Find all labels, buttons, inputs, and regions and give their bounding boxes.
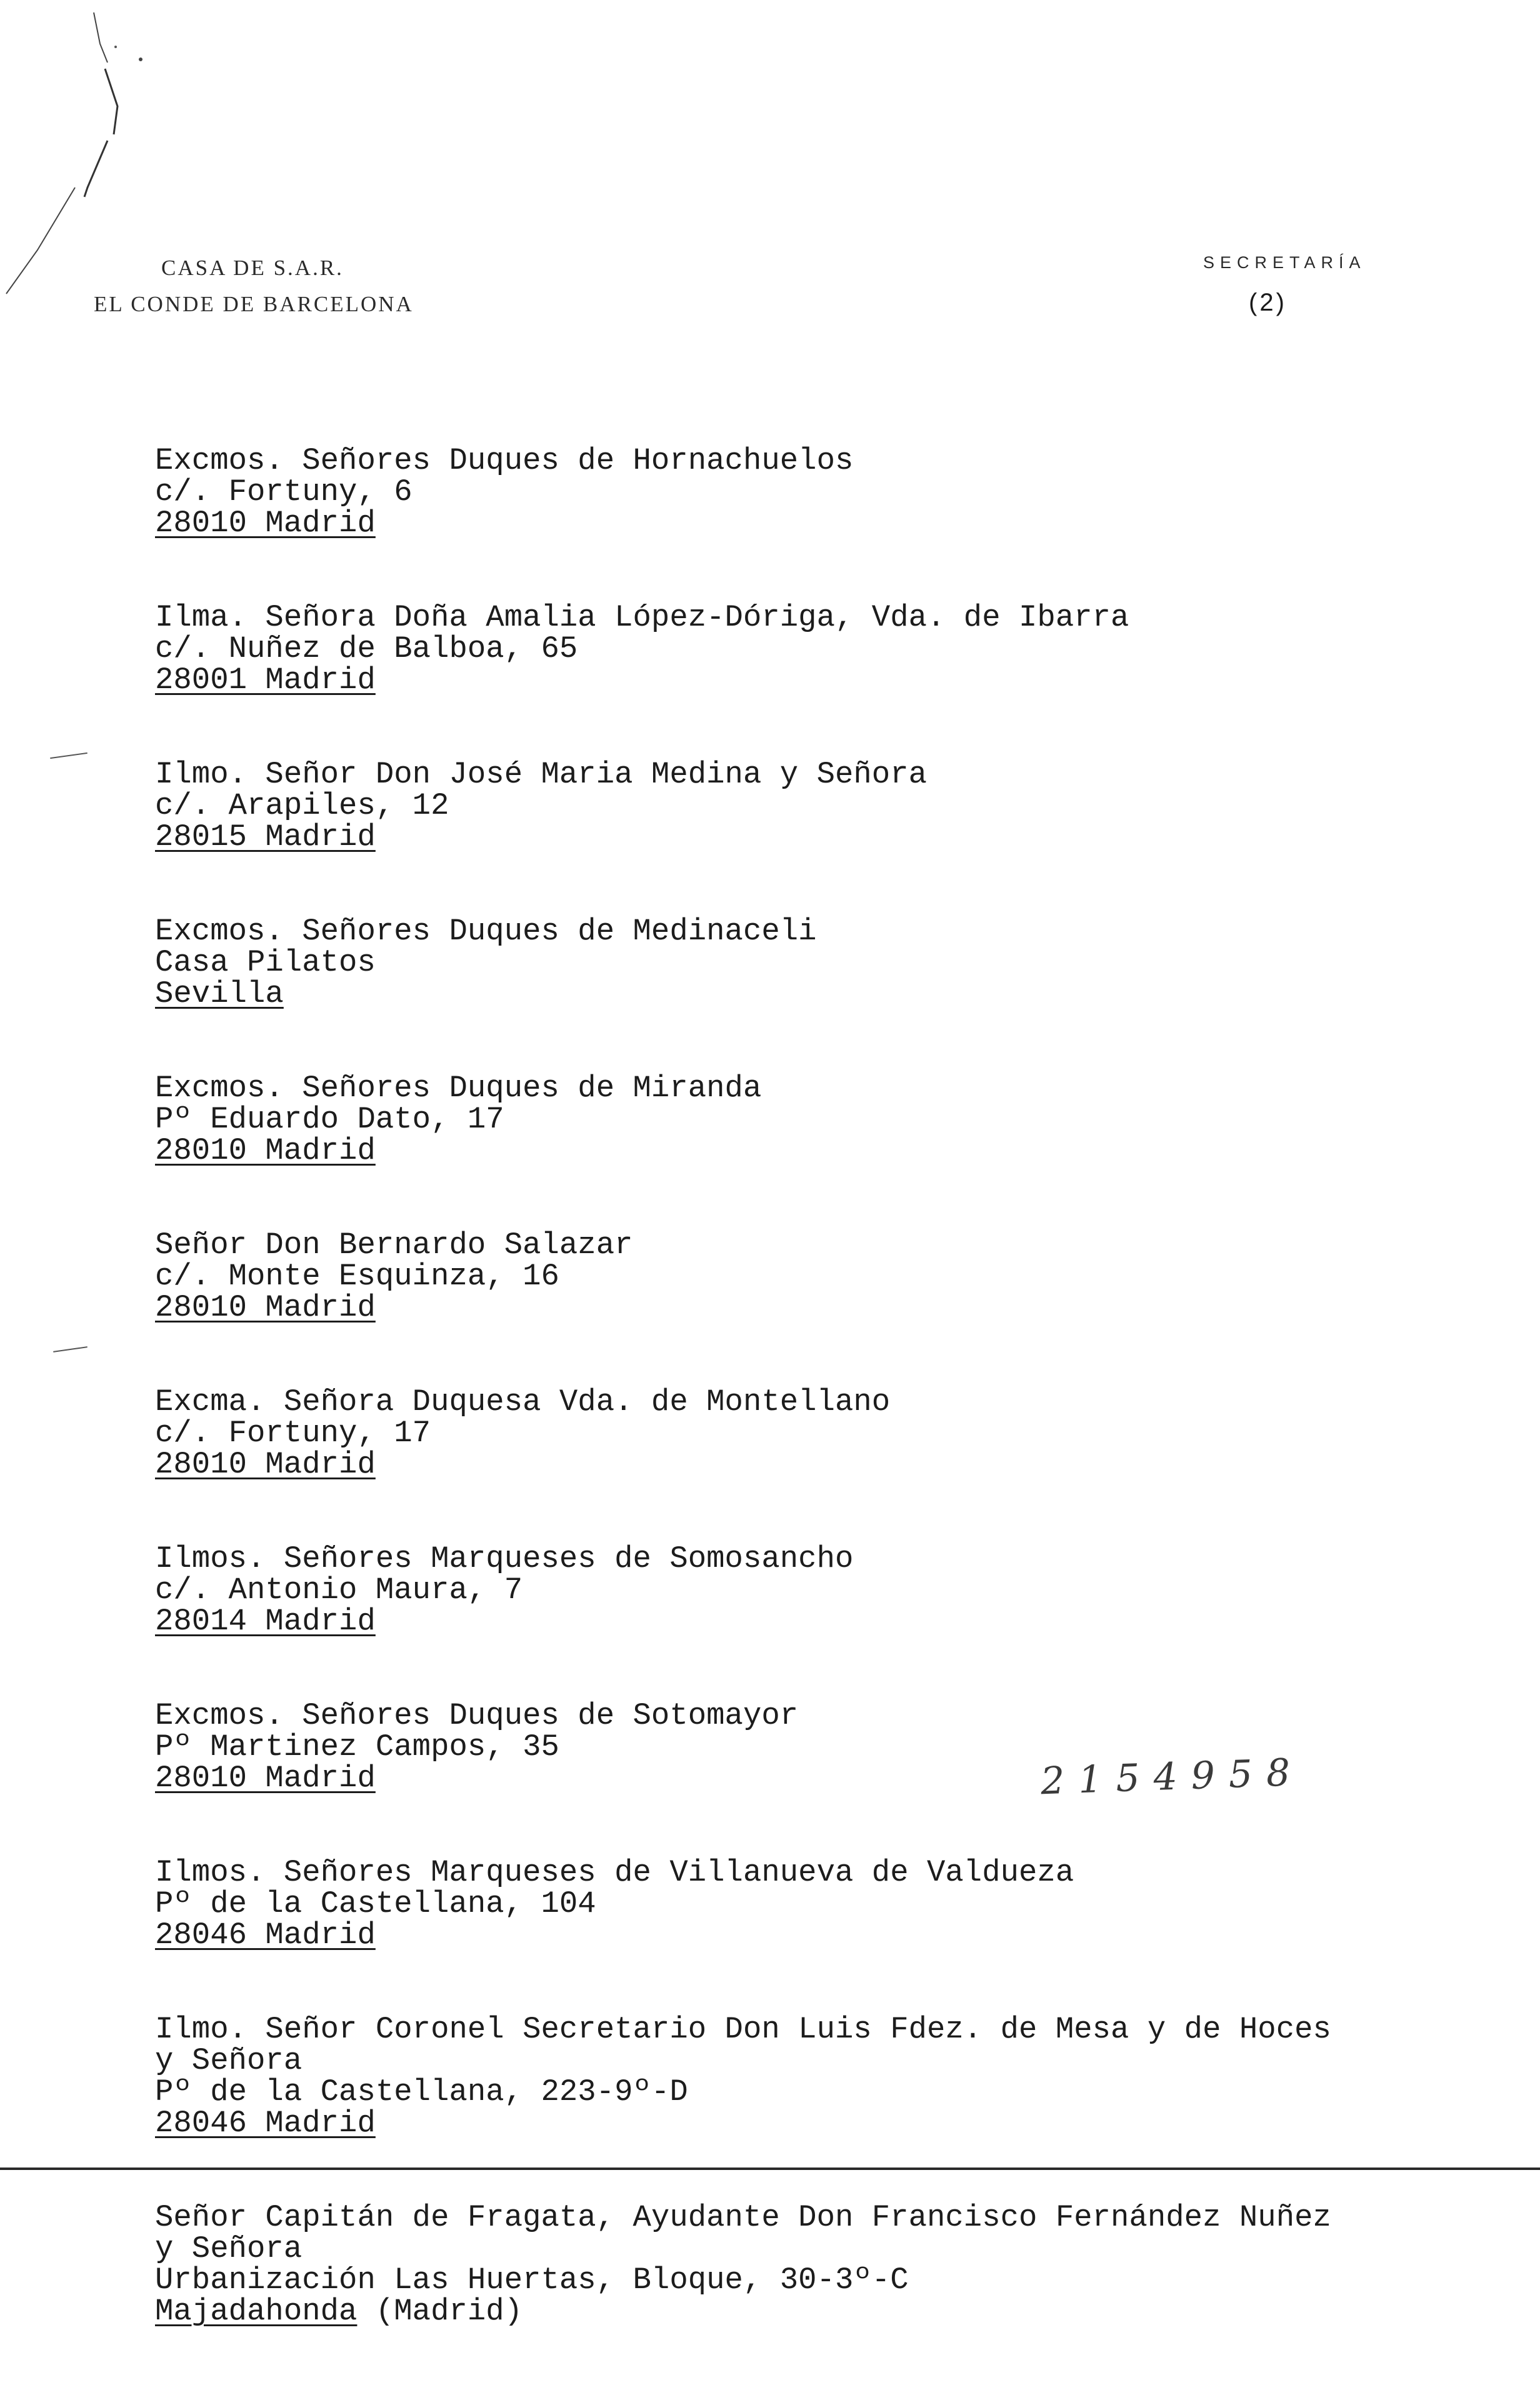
address-line: Ilma. Señora Doña Amalia López-Dóriga, Vda. de Ibarra — [155, 600, 1129, 635]
letterhead — [94, 250, 414, 322]
address-line: Casa Pilatos — [155, 945, 376, 980]
address-city-line — [155, 1919, 1405, 1951]
address-line: Ilmo. Señor Don José Maria Medina y Señora — [155, 757, 928, 792]
letterhead-line-1: CASA DE S.A.R. — [161, 256, 344, 280]
address-city: 28001 Madrid — [155, 662, 376, 698]
address-line: Urbanización Las Huertas, Bloque, 30-3º-C — [155, 2262, 909, 2298]
address-line: c/. Monte Esquinza, 16 — [155, 1259, 559, 1294]
address-line: y Señora — [155, 2043, 302, 2078]
address-city: 28014 Madrid — [155, 1604, 376, 1639]
address-line: Excmos. Señores Duques de Sotomayor — [155, 1698, 799, 1733]
address-city: 28015 Madrid — [155, 819, 376, 854]
address-line: Pº de la Castellana, 223-9º-D — [155, 2074, 688, 2109]
address-city-line — [155, 664, 1405, 696]
address-line: Pº de la Castellana, 104 — [155, 1886, 596, 1921]
address-line: Excma. Señora Duquesa Vda. de Montellano — [155, 1384, 891, 1419]
address-entry — [155, 1857, 1405, 1951]
address-city-line — [155, 508, 1405, 539]
address-line: Pº Eduardo Dato, 17 — [155, 1102, 504, 1137]
address-city: 28010 Madrid — [155, 1133, 376, 1168]
address-city-line — [155, 1135, 1405, 1166]
address-line: c/. Fortuny, 6 — [155, 474, 412, 509]
address-line: c/. Antonio Maura, 7 — [155, 1572, 523, 1608]
address-entry — [155, 445, 1405, 539]
address-line: Excmos. Señores Duques de Medinaceli — [155, 914, 817, 949]
margin-mark — [53, 1346, 88, 1352]
address-entry — [155, 1072, 1405, 1166]
address-line: Ilmo. Señor Coronel Secretario Don Luis Fdez. de Mesa y de Hoces — [155, 2012, 1331, 2047]
letterhead-line-2: EL CONDE DE BARCELONA — [94, 292, 414, 316]
bottom-rule — [0, 2168, 1540, 2170]
address-entry — [155, 2202, 1405, 2327]
address-line: Pº Martinez Campos, 35 — [155, 1729, 559, 1764]
address-line: Señor Capitán de Fragata, Ayudante Don Francisco Fernández Nuñez — [155, 2200, 1331, 2235]
address-city-line — [155, 1292, 1405, 1323]
address-entry — [155, 1543, 1405, 1637]
address-city: 28010 Madrid — [155, 506, 376, 541]
address-line: Ilmos. Señores Marqueses de Villanueva de Valdueza — [155, 1855, 1074, 1890]
address-city: Majadahonda — [155, 2294, 358, 2329]
department-label: SECRETARÍA — [1203, 253, 1366, 272]
address-entry — [155, 1229, 1405, 1323]
page-number: (2) — [1249, 289, 1287, 316]
address-line: y Señora — [155, 2231, 302, 2266]
address-city: 28010 Madrid — [155, 1447, 376, 1482]
address-city: 28010 Madrid — [155, 1290, 376, 1325]
address-entry — [155, 759, 1405, 852]
address-line: Excmos. Señores Duques de Miranda — [155, 1071, 762, 1106]
address-line: c/. Nuñez de Balboa, 65 — [155, 631, 578, 666]
address-entry — [155, 2014, 1405, 2139]
address-line: c/. Arapiles, 12 — [155, 788, 449, 823]
address-city-line — [155, 1449, 1405, 1480]
handwritten-note: 2154958 — [1039, 1750, 1305, 1804]
address-city: 28010 Madrid — [155, 1761, 376, 1796]
address-list — [155, 445, 1405, 2390]
address-entry — [155, 916, 1405, 1009]
address-line: c/. Fortuny, 17 — [155, 1416, 431, 1451]
address-entry — [155, 1386, 1405, 1480]
address-city-suffix: (Madrid) — [357, 2294, 523, 2329]
address-city-line — [155, 2296, 1405, 2327]
address-city: 28046 Madrid — [155, 1918, 376, 1952]
address-line: Señor Don Bernardo Salazar — [155, 1228, 633, 1262]
address-city-line — [155, 978, 1405, 1009]
address-city-line — [155, 2108, 1405, 2139]
address-line: Excmos. Señores Duques de Hornachuelos — [155, 443, 854, 478]
address-city: Sevilla — [155, 976, 284, 1011]
address-city-line — [155, 1606, 1405, 1637]
address-city-line — [155, 821, 1405, 852]
address-entry — [155, 602, 1405, 696]
address-line: Ilmos. Señores Marqueses de Somosancho — [155, 1541, 854, 1576]
address-city: 28046 Madrid — [155, 2106, 376, 2141]
margin-mark — [50, 752, 88, 759]
